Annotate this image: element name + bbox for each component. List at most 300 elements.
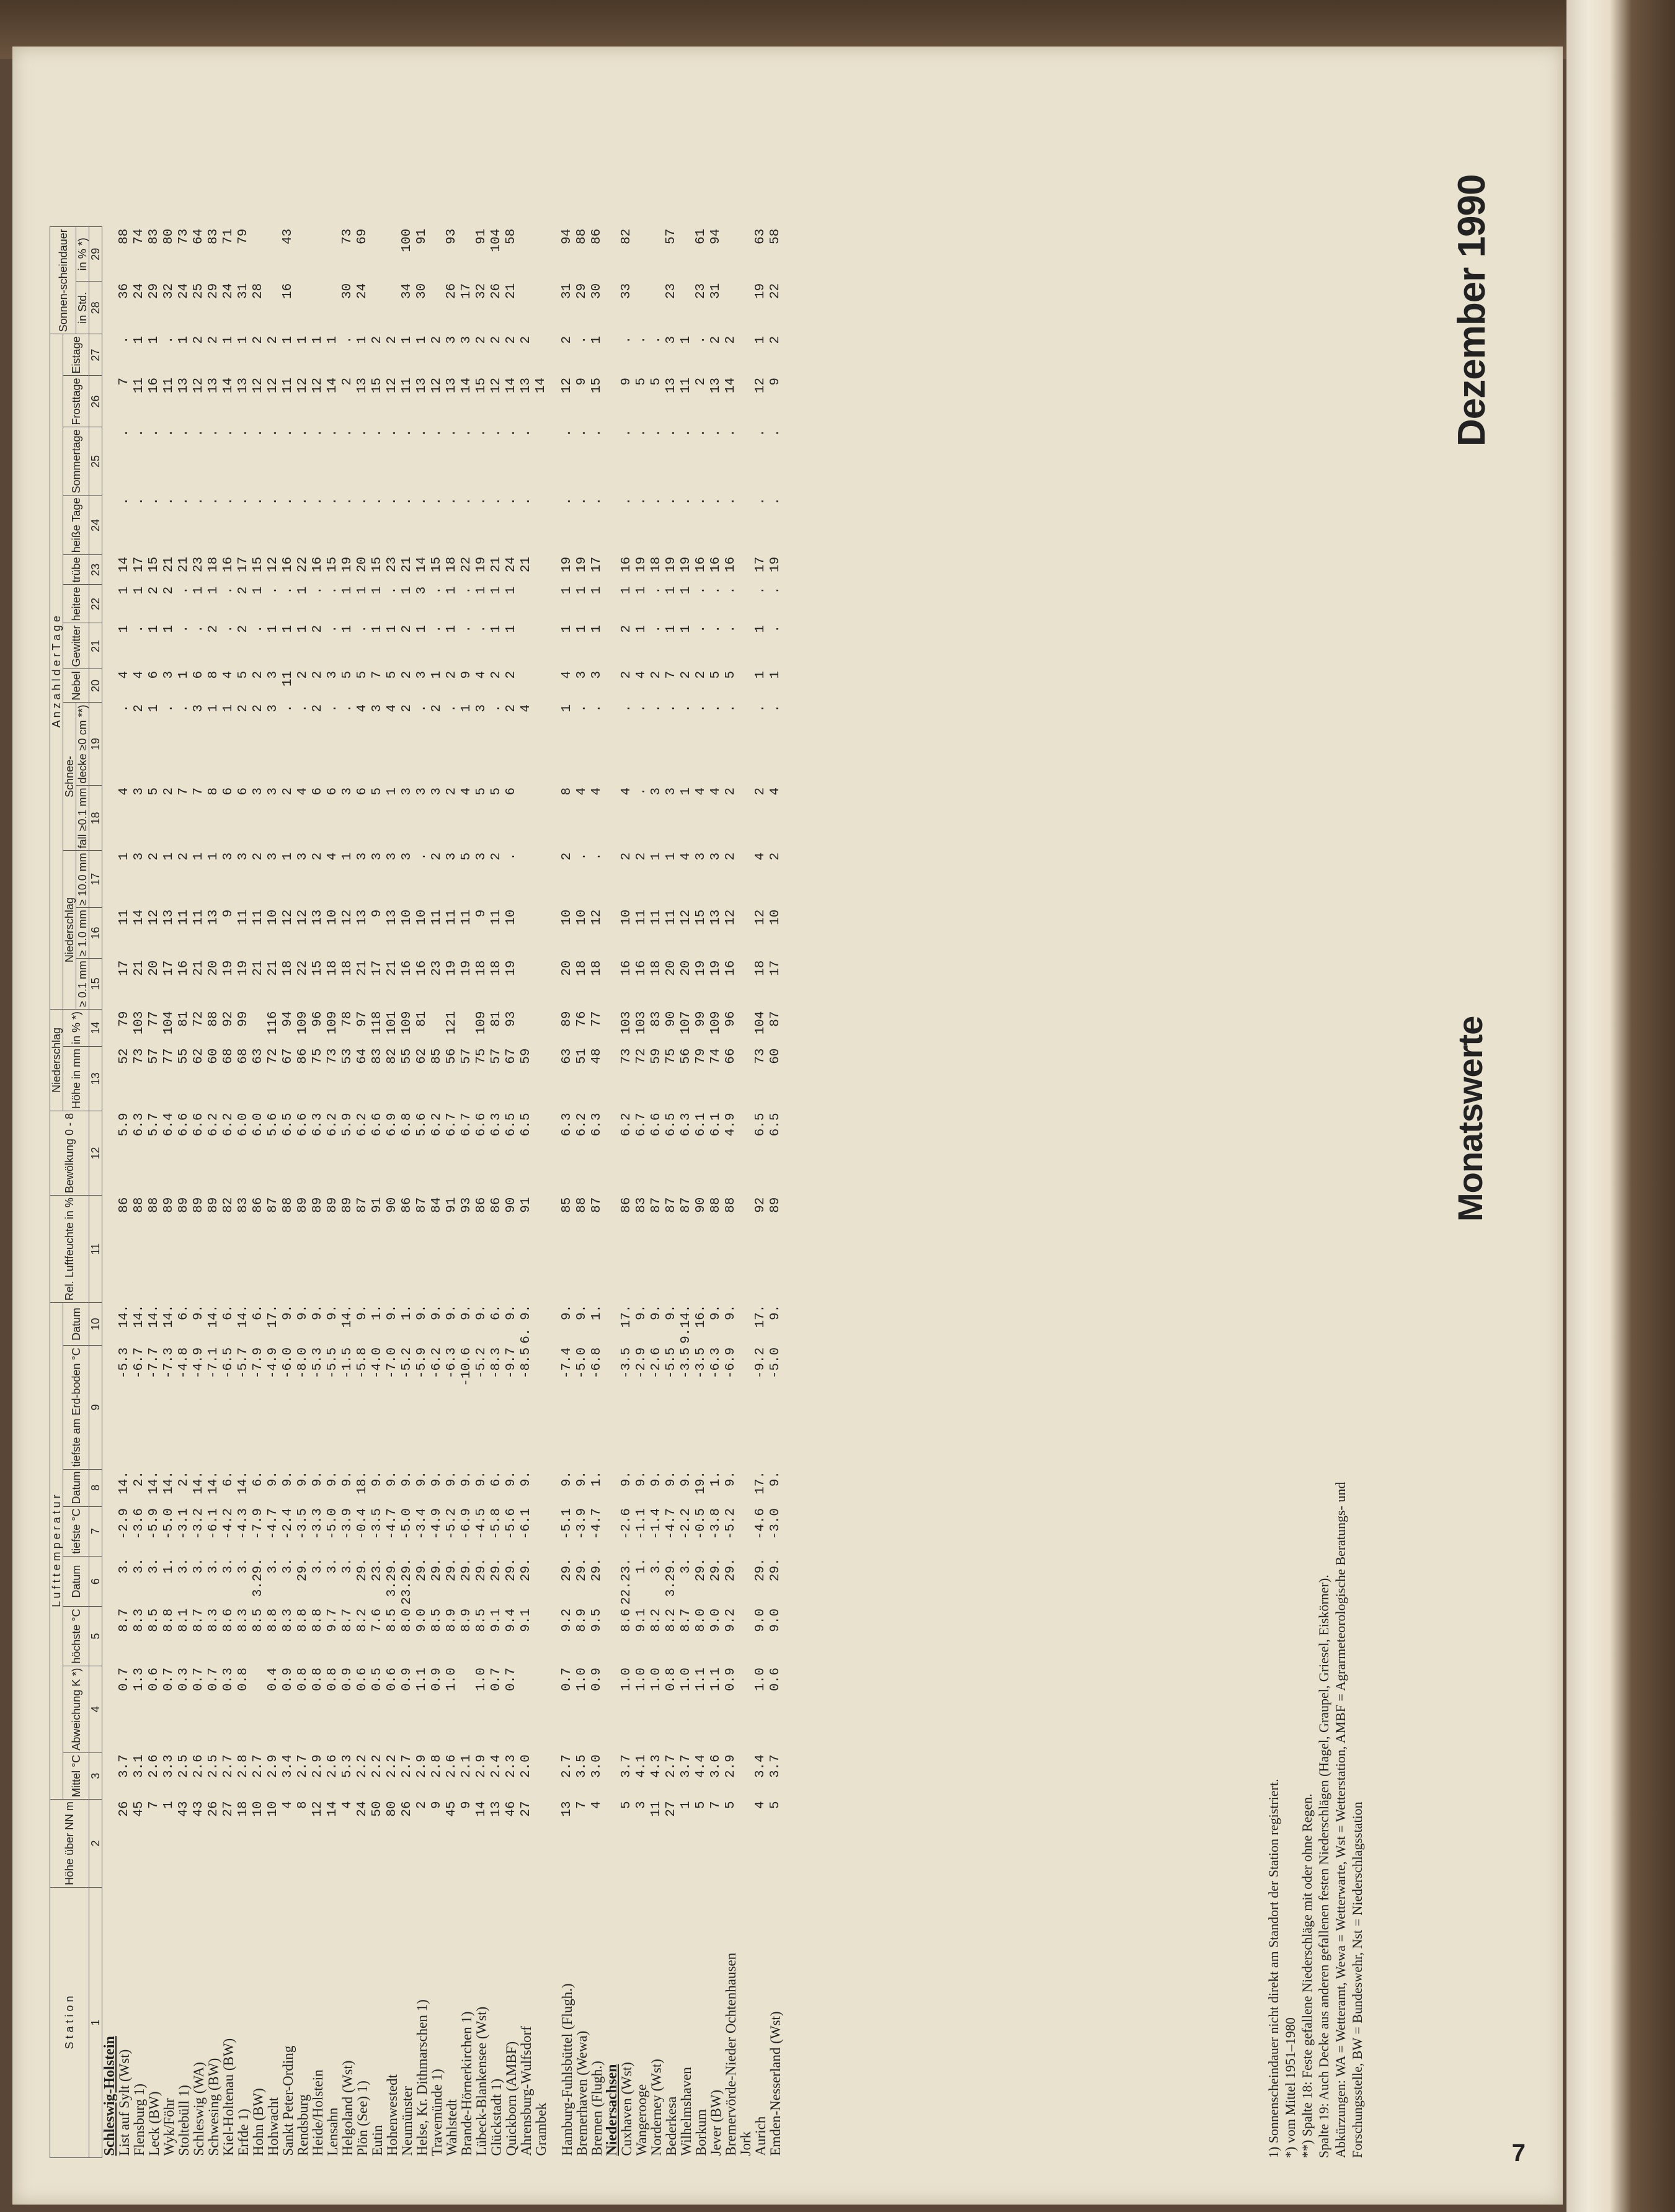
table-cell: 6.3 xyxy=(560,1113,574,1137)
table-cell: . xyxy=(634,787,649,796)
table-cell: . xyxy=(519,429,533,437)
table-cell xyxy=(385,282,400,334)
table-row xyxy=(326,227,340,2158)
table-cell: 12 xyxy=(251,377,265,394)
table-cell: 103 xyxy=(620,1011,634,1035)
table-cell: . xyxy=(519,497,533,505)
table-cell xyxy=(534,555,549,585)
table-cell: 1.1 xyxy=(415,1668,429,1691)
table-cell: -2.6 xyxy=(620,1508,634,1540)
table-cell: 2 xyxy=(400,670,414,679)
table-cell: . xyxy=(117,335,131,344)
table-cell: 2 xyxy=(236,704,251,713)
table-cell: . xyxy=(132,497,146,505)
table-cell: 90 xyxy=(664,1011,678,1027)
table-cell: 15 xyxy=(694,909,708,925)
table-cell: 2 xyxy=(694,377,708,386)
table-cell: 17 xyxy=(162,960,176,976)
table-cell: 9. xyxy=(385,1471,399,1487)
table-cell: 9. xyxy=(768,1471,783,1487)
table-cell xyxy=(739,908,753,959)
table-cell: 1 xyxy=(117,852,131,861)
table-cell xyxy=(266,282,281,334)
table-cell: 2 xyxy=(474,335,489,344)
table-cell: 14. xyxy=(162,1304,176,1328)
table-cell: 88 xyxy=(281,1197,295,1213)
table-cell: . xyxy=(221,586,236,595)
table-cell: . xyxy=(430,586,444,595)
table-cell xyxy=(534,851,549,908)
table-cell: 1 xyxy=(679,624,693,633)
table-cell: 26 xyxy=(400,1801,414,1817)
table-cell: 16 xyxy=(221,556,236,572)
table-row xyxy=(739,227,753,2158)
table-cell: 12 xyxy=(679,909,693,925)
table-row xyxy=(590,227,605,2158)
table-cell: 6. xyxy=(221,1304,236,1320)
table-cell: -5.5 xyxy=(326,1347,340,1379)
table-cell: -5.0 xyxy=(162,1508,176,1540)
table-cell: -7.0 xyxy=(385,1347,399,1379)
table-cell: 101 xyxy=(385,1011,399,1035)
table-cell: 5 xyxy=(236,670,251,679)
table-cell: 2 xyxy=(753,787,768,796)
table-cell: 4 xyxy=(768,787,783,796)
table-cell: 1 xyxy=(445,586,459,595)
table-cell: 7 xyxy=(147,1801,161,1810)
table-cell: -6.1 xyxy=(207,1508,221,1540)
table-cell xyxy=(724,282,739,334)
table-cell: . xyxy=(753,704,768,713)
table-cell: 14. xyxy=(162,1471,176,1495)
table-cell: 11 xyxy=(430,909,444,925)
table-cell: 89 xyxy=(207,1197,221,1213)
table-row xyxy=(519,227,534,2158)
table-cell: 2 xyxy=(634,852,649,861)
table-cell: 86 xyxy=(474,1197,489,1213)
table-cell: 73 xyxy=(620,1048,634,1064)
table-cell: 9. xyxy=(415,1304,429,1320)
table-cell: 2.5 xyxy=(177,1754,191,1779)
table-cell: 5.6 xyxy=(266,1113,280,1137)
table-cell: 18. xyxy=(355,1471,370,1495)
table-cell: 92 xyxy=(221,1011,236,1027)
table-cell: . xyxy=(489,497,504,505)
station-name: Wilhelmshaven xyxy=(678,2067,694,2156)
table-cell: 4 xyxy=(221,670,236,679)
table-cell: 1. xyxy=(400,1304,414,1320)
table-cell: . xyxy=(355,497,370,505)
table-cell: . xyxy=(575,497,589,505)
table-cell: 14 xyxy=(724,377,738,394)
table-row xyxy=(207,227,221,2158)
table-cell: 4 xyxy=(460,787,474,796)
table-cell: 23 xyxy=(430,960,444,976)
table-cell: 2 xyxy=(649,670,664,679)
table-cell: 3. xyxy=(221,1558,236,1574)
table-cell: 5 xyxy=(694,1801,708,1810)
table-cell xyxy=(739,669,753,703)
table-cell: 11 xyxy=(251,909,265,925)
table-cell: 86 xyxy=(117,1197,131,1213)
table-cell: . xyxy=(296,497,310,505)
table-cell: -8.5 xyxy=(519,1347,533,1379)
table-cell: 73 xyxy=(177,228,191,244)
table-cell: 15 xyxy=(326,556,340,572)
header-hoehe: Höhe über NN m xyxy=(50,1799,89,1887)
table-cell: 11 xyxy=(679,377,693,394)
table-cell: -5.6 xyxy=(504,1508,518,1540)
station-name: Wahlstedt xyxy=(444,2099,460,2156)
table-cell xyxy=(739,427,753,495)
table-cell: 3.5 xyxy=(575,1754,589,1779)
table-cell xyxy=(739,703,753,786)
table-cell: 1. xyxy=(590,1471,604,1487)
table-cell: 26 xyxy=(207,1801,221,1817)
table-cell: 2.0 xyxy=(519,1754,533,1779)
station-name: Bederkesa xyxy=(664,2096,679,2156)
table-cell: 3 xyxy=(355,852,370,861)
table-cell: 18 xyxy=(340,960,355,976)
table-cell: 8.7 xyxy=(679,1608,693,1632)
table-cell: . xyxy=(251,497,265,505)
table-cell: 72 xyxy=(634,1048,649,1064)
column-number: 2 xyxy=(89,1799,102,1887)
table-cell: 6 xyxy=(504,787,518,796)
table-cell: 2 xyxy=(147,852,161,861)
station-name: Hohwacht xyxy=(265,2097,281,2156)
table-cell xyxy=(739,555,753,585)
table-row xyxy=(694,227,709,2158)
table-cell: -7.4 xyxy=(560,1347,574,1379)
table-cell: 24 xyxy=(132,283,146,300)
table-cell: 1 xyxy=(575,624,589,633)
table-cell: 32 xyxy=(162,283,176,300)
table-row xyxy=(117,227,132,2158)
table-cell: 3.29. xyxy=(664,1558,678,1597)
header-ge10: ≥ 10.0 mm xyxy=(76,851,89,908)
table-cell xyxy=(326,282,340,334)
table-cell: 18 xyxy=(590,960,604,976)
table-cell: 13 xyxy=(207,377,221,394)
table-cell: 86 xyxy=(489,1197,504,1213)
table-cell: -5.1 xyxy=(560,1508,574,1540)
header-lufttemperatur: L u f t t e m p e r a t u r xyxy=(50,1303,63,1800)
table-cell: -6.2 xyxy=(430,1347,444,1379)
table-cell: 87 xyxy=(415,1197,429,1213)
table-cell: 19 xyxy=(221,960,236,976)
table-cell: 8 xyxy=(207,787,221,796)
table-cell: 3. xyxy=(266,1558,280,1574)
table-cell: 22 xyxy=(768,283,783,300)
table-cell: . xyxy=(634,704,649,713)
table-cell: -3.0 xyxy=(768,1508,783,1540)
table-cell: 4 xyxy=(575,787,589,796)
table-cell: 6 xyxy=(236,787,251,796)
table-cell xyxy=(739,227,753,282)
table-cell: -5.2 xyxy=(400,1347,414,1379)
table-cell: 1.1 xyxy=(694,1668,708,1691)
header-schneedecke: decke ≥0 cm **) xyxy=(76,703,89,786)
table-cell: . xyxy=(445,429,459,437)
table-cell: 2 xyxy=(620,670,634,679)
table-cell xyxy=(370,282,385,334)
table-cell: . xyxy=(753,586,768,595)
table-cell: . xyxy=(575,704,589,713)
table-cell: -2.9 xyxy=(117,1508,131,1540)
table-row xyxy=(251,227,266,2158)
table-cell: 104 xyxy=(753,1011,768,1035)
table-cell: -8.3 xyxy=(489,1347,504,1379)
table-cell: 19. xyxy=(694,1471,708,1495)
table-cell: 1 xyxy=(221,335,236,344)
table-cell: 1 xyxy=(340,852,355,861)
table-cell: 3 xyxy=(430,787,444,796)
table-cell: 3 xyxy=(266,704,280,713)
table-cell: 0.8 xyxy=(296,1668,310,1691)
table-cell: 1.0 xyxy=(649,1668,664,1691)
table-cell: 1 xyxy=(560,586,574,595)
station-name: Schleswig (WA) xyxy=(191,2062,207,2156)
table-cell: 8.3 xyxy=(207,1608,221,1632)
table-cell xyxy=(534,334,549,376)
table-cell: 9 xyxy=(768,377,783,386)
table-cell xyxy=(385,227,400,282)
table-cell: . xyxy=(177,704,191,713)
table-cell: -0.4 xyxy=(355,1508,370,1540)
table-cell xyxy=(739,786,753,851)
header-schnee: Schnee- xyxy=(63,703,76,851)
table-cell: 0.6 xyxy=(385,1668,399,1691)
table-cell: 9. xyxy=(560,1304,574,1320)
station-name: Norderney (Wst) xyxy=(649,2059,664,2156)
table-cell: 2.9 xyxy=(266,1754,280,1779)
table-cell: 91 xyxy=(445,1197,459,1213)
table-cell: . xyxy=(296,429,310,437)
table-cell: 3. xyxy=(207,1558,221,1574)
header-in-prozent: in % *) xyxy=(63,1009,89,1046)
table-cell: 6.5 xyxy=(664,1113,678,1137)
table-cell: 26 xyxy=(117,1801,131,1817)
table-cell: . xyxy=(147,497,161,505)
table-cell: 1 xyxy=(385,787,399,796)
table-cell: 1.0 xyxy=(634,1668,649,1691)
table-cell: 8.2 xyxy=(664,1608,678,1632)
table-cell: 29. xyxy=(504,1558,518,1582)
table-cell: 1 xyxy=(753,670,768,679)
table-cell: 6.5 xyxy=(753,1113,768,1137)
section-gap xyxy=(549,227,560,2158)
table-cell: 3 xyxy=(445,852,459,861)
table-row xyxy=(162,227,177,2158)
table-cell: 21 xyxy=(266,960,280,976)
table-cell: 14. xyxy=(147,1471,161,1495)
table-cell: 5 xyxy=(474,787,489,796)
table-cell: 11 xyxy=(634,909,649,925)
table-cell: 45 xyxy=(132,1801,146,1817)
table-cell: 6.7 xyxy=(445,1113,459,1137)
table-cell: 10 xyxy=(266,1801,280,1817)
table-cell xyxy=(534,703,549,786)
table-row xyxy=(634,227,649,2158)
table-cell: 7.6 xyxy=(370,1608,384,1632)
table-cell: -6.7 xyxy=(132,1347,146,1379)
table-cell: . xyxy=(575,429,589,437)
table-cell: 14. xyxy=(147,1304,161,1328)
table-cell: 10 xyxy=(575,909,589,925)
table-cell: . xyxy=(560,429,574,437)
table-cell: 2. xyxy=(177,1471,191,1487)
table-cell: 93 xyxy=(504,1011,518,1027)
table-cell: . xyxy=(415,497,429,505)
table-cell: 5.9 xyxy=(117,1113,131,1137)
table-row xyxy=(489,227,504,2158)
station-name: Lübeck-Blankensee (Wst) xyxy=(474,2006,489,2156)
table-cell: 1 xyxy=(281,335,295,344)
rotated-content xyxy=(50,87,1526,2164)
table-cell: 4 xyxy=(560,670,574,679)
table-cell: 78 xyxy=(340,1011,355,1027)
table-cell: 3 xyxy=(590,670,604,679)
table-cell: 9. xyxy=(281,1471,295,1487)
table-cell: 1. xyxy=(162,1558,176,1574)
table-cell: -3.6 xyxy=(132,1508,146,1540)
table-cell: . xyxy=(281,586,295,595)
table-cell: 3. xyxy=(147,1558,161,1574)
table-cell: 13 xyxy=(445,377,459,394)
table-cell: 29. xyxy=(489,1558,504,1582)
table-cell: 27 xyxy=(221,1801,236,1817)
table-cell: 2 xyxy=(370,335,384,344)
station-name: Wyk/Föhr xyxy=(161,2098,177,2156)
table-cell: 80 xyxy=(385,1801,399,1817)
table-cell: . xyxy=(251,429,265,437)
table-cell: 6.6 xyxy=(177,1113,191,1137)
table-cell: 11 xyxy=(236,909,251,925)
column-number: 6 xyxy=(89,1556,102,1607)
table-cell: -2.2 xyxy=(679,1508,693,1540)
table-row xyxy=(340,227,355,2158)
table-cell: 2 xyxy=(504,670,518,679)
table-cell: 3. xyxy=(340,1558,355,1574)
table-cell: -4.9 xyxy=(266,1347,280,1379)
column-number: 11 xyxy=(89,1196,102,1303)
table-cell: 29. xyxy=(768,1558,783,1582)
table-cell: . xyxy=(768,704,783,713)
table-cell: 1 xyxy=(768,670,783,679)
table-cell: 12 xyxy=(430,377,444,394)
table-cell: . xyxy=(236,497,251,505)
table-cell: . xyxy=(724,704,738,713)
column-number: 27 xyxy=(89,334,102,376)
table-cell: . xyxy=(489,429,504,437)
table-cell: 2 xyxy=(207,335,221,344)
table-cell: 14. xyxy=(236,1304,251,1328)
table-cell: 17 xyxy=(590,556,604,572)
table-cell: 1 xyxy=(753,335,768,344)
table-cell: 19 xyxy=(575,556,589,572)
table-cell: 1 xyxy=(590,624,604,633)
table-cell: 4 xyxy=(340,1801,355,1810)
table-cell: 20 xyxy=(664,960,678,976)
table-cell xyxy=(460,1009,474,1046)
table-cell: 2 xyxy=(430,335,444,344)
table-cell: 9 xyxy=(575,377,589,386)
table-cell: 1 xyxy=(221,704,236,713)
table-cell xyxy=(534,786,549,851)
table-cell: 3.7 xyxy=(679,1754,693,1779)
table-cell: 12 xyxy=(192,377,206,394)
table-cell: 29. xyxy=(355,1558,370,1582)
table-cell: . xyxy=(415,704,429,713)
table-cell: 80 xyxy=(162,228,176,244)
table-cell: 18 xyxy=(649,960,664,976)
table-cell: 94 xyxy=(560,228,574,244)
table-cell: 1.0 xyxy=(620,1668,634,1691)
table-cell: -3.5 xyxy=(296,1508,310,1540)
table-cell: 17. xyxy=(753,1471,768,1495)
table-cell: 9. xyxy=(430,1304,444,1320)
table-cell: 6.6 xyxy=(474,1113,489,1137)
table-cell: -4.0 xyxy=(370,1347,384,1379)
table-cell: 17. xyxy=(266,1304,280,1328)
station-name: Glückstadt 1) xyxy=(489,2078,504,2156)
table-cell: 17. xyxy=(620,1304,634,1328)
table-cell: 14 xyxy=(504,377,518,394)
header-eistage: Eistage xyxy=(63,334,89,376)
table-cell: 1 xyxy=(266,624,280,633)
table-cell: 21 xyxy=(519,556,533,572)
table-cell: 3.7 xyxy=(117,1754,131,1779)
table-cell: 8.0 xyxy=(400,1608,414,1632)
table-cell: 0.3 xyxy=(221,1668,236,1691)
table-cell: 88 xyxy=(575,1197,589,1213)
footnote: 1) Sonnenscheindauer nicht direkt am Standort der Station registriert. xyxy=(1266,1779,1281,2158)
station-name: Emden-Nesserland (Wst) xyxy=(768,2011,783,2156)
table-cell: 45 xyxy=(445,1801,459,1817)
table-cell: 29. xyxy=(560,1558,574,1582)
header-sonne-pct: in % *) xyxy=(76,227,89,282)
table-cell: -3.1 xyxy=(177,1508,191,1540)
table-cell: 11 xyxy=(177,909,191,925)
table-cell: 6 xyxy=(192,670,206,679)
table-cell: . xyxy=(445,704,459,713)
table-cell: 10 xyxy=(415,909,429,925)
table-cell: 86 xyxy=(296,1048,310,1064)
table-cell: 1.0 xyxy=(753,1668,768,1691)
table-cell: 2.6 xyxy=(445,1754,459,1779)
table-cell: 1 xyxy=(192,852,206,861)
table-row xyxy=(664,227,679,2158)
table-cell: 2 xyxy=(251,852,265,861)
table-cell: 1 xyxy=(296,624,310,633)
table-cell: 9. xyxy=(281,1304,295,1320)
table-cell: . xyxy=(724,624,738,633)
table-cell: 8.5 xyxy=(385,1608,399,1632)
table-cell: 9. xyxy=(664,1471,678,1487)
table-cell: 4 xyxy=(281,1801,295,1810)
table-cell xyxy=(739,1666,753,1752)
table-cell: 116 xyxy=(266,1011,280,1035)
table-cell: 3.29. xyxy=(251,1558,265,1597)
table-cell: 6.0 xyxy=(236,1113,251,1137)
document-page xyxy=(12,47,1563,2205)
table-cell: . xyxy=(207,497,221,505)
table-cell: 11 xyxy=(460,909,474,925)
table-cell: 5.9 xyxy=(340,1113,355,1137)
table-row xyxy=(355,227,370,2158)
table-cell: 24 xyxy=(504,556,518,572)
